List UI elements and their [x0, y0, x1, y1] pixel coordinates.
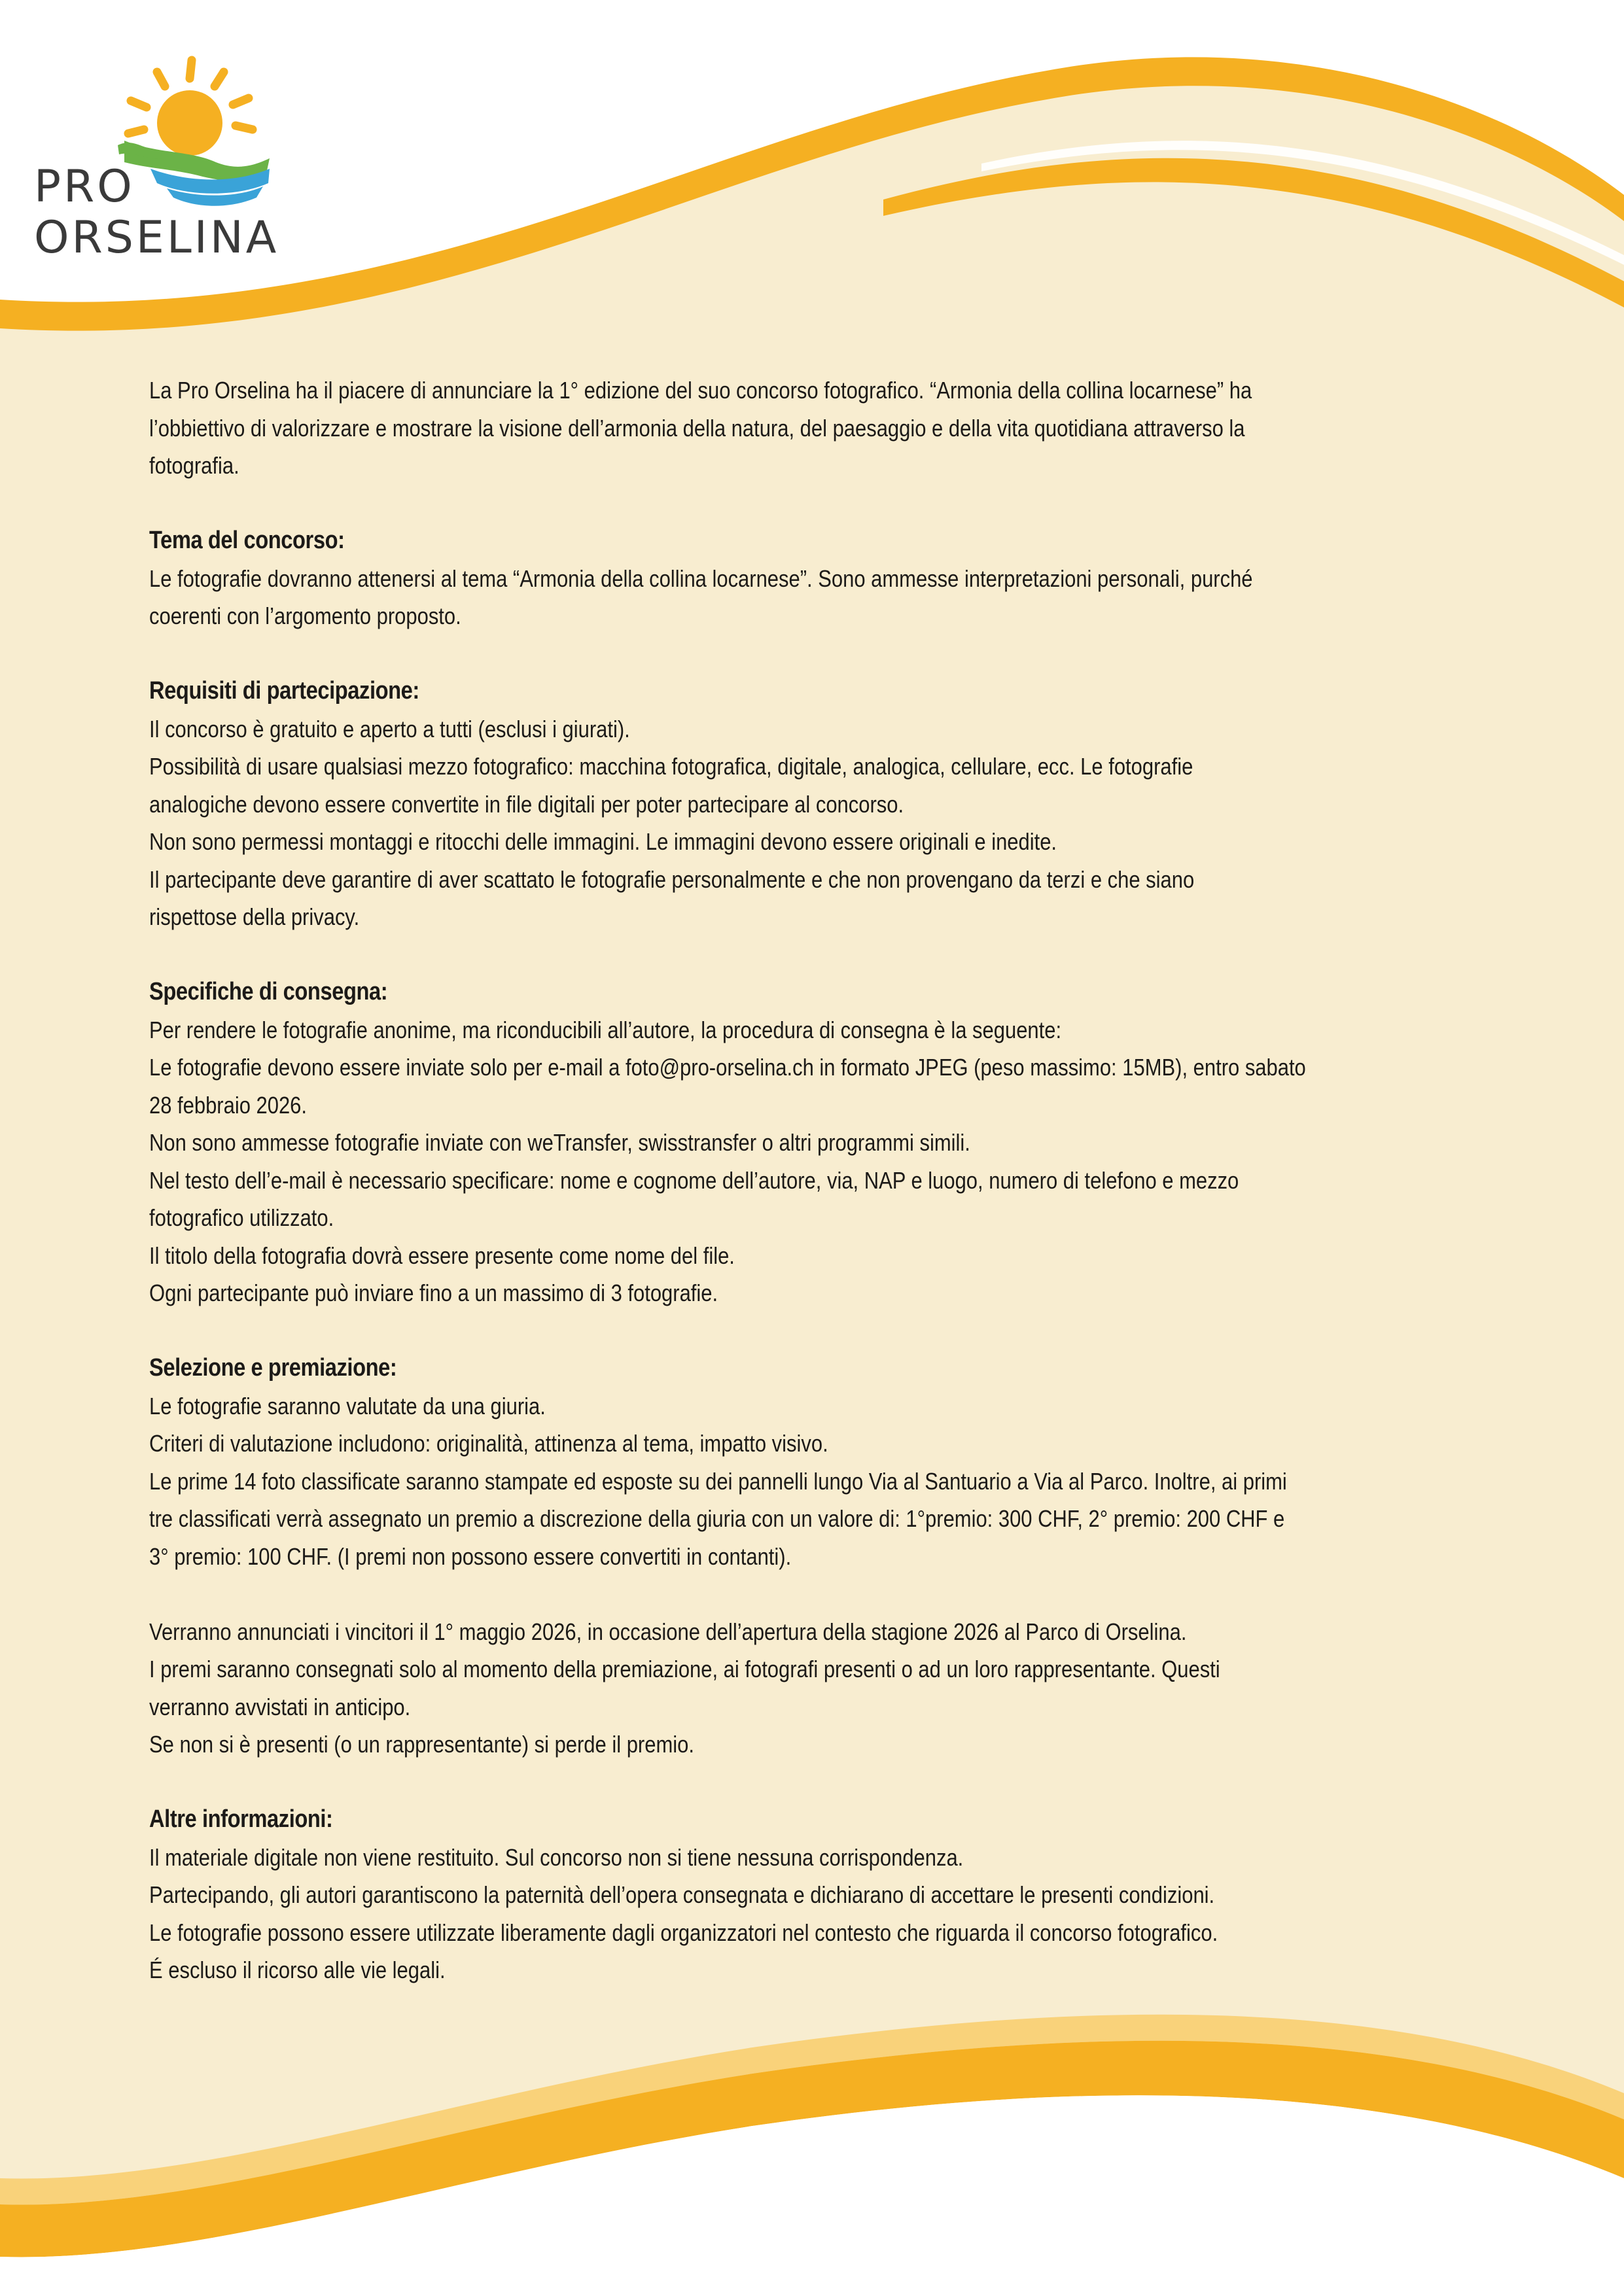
pro-orselina-logo — [26, 52, 288, 268]
section-line: 28 febbraio 2026. — [149, 1091, 308, 1119]
section-line: analogiche devono essere convertite in file digitali per poter partecipare al concorso. — [149, 790, 904, 818]
logo-line-pro: PRO — [34, 161, 135, 213]
section-line: Nel testo dell’e-mail è necessario specificare: nome e cognome dell’autore, via, NAP e luogo, numero di telefono e mezzo — [149, 1166, 1239, 1194]
section-heading: Requisiti di partecipazione: — [149, 677, 419, 704]
section-delivery — [149, 973, 1306, 1312]
section-line: Criteri di valutazione includono: originalità, attinenza al tema, impatto visivo. — [149, 1430, 828, 1457]
section-line: É escluso il ricorso alle vie legali. — [149, 1957, 446, 1983]
intro-line: fotografia. — [149, 452, 239, 479]
section-heading: Specifiche di consegna: — [149, 978, 388, 1005]
section-theme — [149, 522, 1297, 635]
section-line: Se non si è presenti (o un rappresentante) si perde il premio. — [149, 1731, 694, 1758]
section-line: Per rendere le fotografie anonime, ma riconducibili all’autore, la procedura di consegna è la seguente: — [149, 1016, 1062, 1043]
flyer-body — [149, 372, 1306, 1989]
section-line: Il concorso è gratuito e aperto a tutti (esclusi i giurati). — [149, 715, 630, 742]
section-line: Le fotografie saranno valutate da una giuria. — [149, 1392, 546, 1419]
section-line: Le fotografie dovranno attenersi al tema “Armonia della collina locarnese”. Sono ammesse interpretazioni personali, purché — [149, 565, 1253, 592]
section-requirements — [149, 672, 1297, 936]
section-line: Ogni partecipante può inviare fino a un massimo di 3 fotografie. — [149, 1279, 718, 1306]
section-line: Il partecipante deve garantire di aver scattato le fotografie personalmente e che non provengano da terzi e che siano — [149, 865, 1195, 893]
section-line: coerenti con l’argomento proposto. — [149, 602, 461, 629]
section-heading: Tema del concorso: — [149, 527, 345, 554]
section-line: Le prime 14 foto classificate saranno stampate ed esposte su dei pannelli lungo Via al Santuario a Via al Parco. Inoltre, ai primi — [149, 1467, 1287, 1495]
section-line: Partecipando, gli autori garantiscono la paternità dell’opera consegnata e dichiarano di accettare le presenti condizioni. — [149, 1881, 1215, 1908]
section-other-info — [149, 1801, 1297, 1989]
section-announcement — [149, 1613, 1297, 1764]
section-line: rispettose della privacy. — [149, 903, 360, 930]
section-line: fotografico utilizzato. — [149, 1204, 334, 1231]
section-line: Il materiale digitale non viene restituito. Sul concorso non si tiene nessuna corrispondenza. — [149, 1843, 964, 1871]
intro-line: l’obbiettivo di valorizzare e mostrare la visione dell’armonia della natura, del paesaggio e della vita quotidiana attraverso la — [149, 414, 1245, 442]
section-line: Non sono permessi montaggi e ritocchi delle immagini. Le immagini devono essere originali e inedite. — [149, 828, 1057, 855]
section-heading: Selezione e premiazione: — [149, 1354, 397, 1382]
section-line: 3° premio: 100 CHF. (I premi non possono essere convertiti in contanti). — [149, 1542, 792, 1570]
section-line: Possibilità di usare qualsiasi mezzo fotografico: macchina fotografica, digitale, analogica, cellulare, ecc. Le fotografie — [149, 753, 1193, 780]
section-line: Le fotografie possono essere utilizzate liberamente dagli organizzatori nel contesto che riguarda il concorso fotografico. — [149, 1919, 1218, 1946]
section-line: Non sono ammesse fotografie inviate con weTransfer, swisstransfer o altri programmi simili. — [149, 1129, 970, 1156]
logo-line-orselina: ORSELINA — [34, 212, 279, 264]
intro-paragraph — [149, 372, 1297, 485]
section-line: I premi saranno consegnati solo al momento della premiazione, ai fotografi presenti o ad un loro rappresentante. Questi — [149, 1656, 1220, 1682]
section-line: Il titolo della fotografia dovrà essere presente come nome del file. — [149, 1242, 735, 1269]
section-line: Verranno annunciati i vincitori il 1° maggio 2026, in occasione dell’apertura della stagione 2026 al Parco di Orselina. — [149, 1618, 1187, 1645]
section-line: verranno avvistati in anticipo. — [149, 1693, 411, 1720]
section-heading: Altre informazioni: — [149, 1805, 333, 1833]
section-line: Le fotografie devono essere inviate solo per e-mail a foto@pro-orselina.ch in formato JPEG (peso massimo: 15MB), entro sabato — [149, 1054, 1306, 1081]
section-line: tre classificati verrà assegnato un premio a discrezione della giuria con un valore di: 1°premio: 300 CHF, 2° premio: 200 CHF e — [149, 1505, 1285, 1532]
section-selection — [149, 1349, 1297, 1575]
intro-line: La Pro Orselina ha il piacere di annunciare la 1° edizione del suo concorso fotografico. “Armonia della collina locarnese” ha — [149, 377, 1252, 404]
